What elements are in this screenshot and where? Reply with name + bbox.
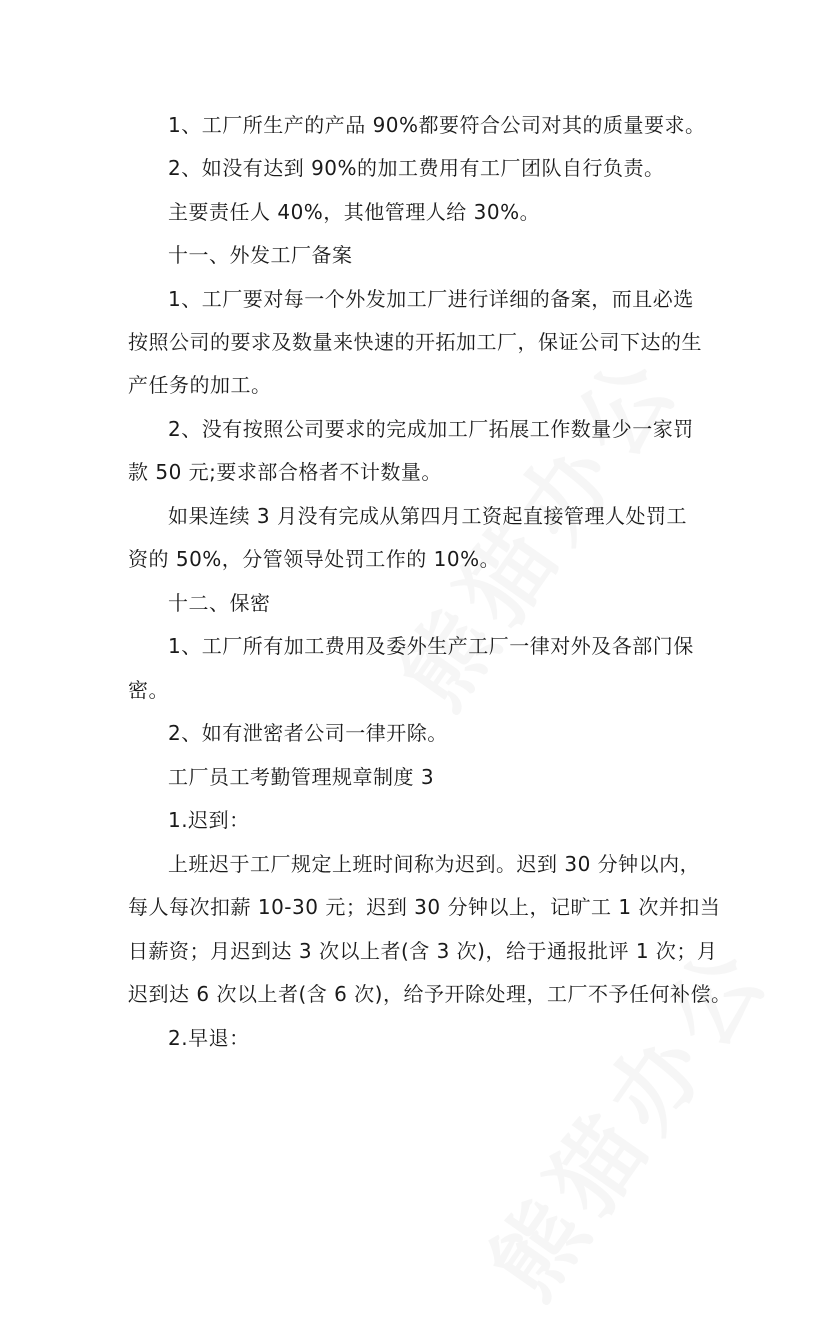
text-line: 如果连续 3 月没有完成从第四月工资起直接管理人处罚工 [168,504,687,528]
section-heading: 工厂员工考勤管理规章制度 3 [168,765,435,789]
text-line: 资的 50%，分管领导处罚工作的 10%。 [128,547,501,571]
section-heading: 十二、保密 [168,591,271,615]
text-line: 日薪资；月迟到达 3 次以上者(含 3 次)，给于通报批评 1 次；月 [128,939,718,963]
text-line: 主要责任人 40%，其他管理人给 30%。 [168,200,541,224]
text-line: 每人每次扣薪 10-30 元；迟到 30 分钟以上，记旷工 1 次并扣当 [128,895,721,919]
section-heading: 十一、外发工厂备案 [168,243,353,267]
text-line: 2、如有泄密者公司一律开除。 [168,721,448,745]
text-line: 迟到达 6 次以上者(含 6 次)，给予开除处理，工厂不予任何补偿。 [128,982,732,1006]
text-line: 1、工厂所生产的产品 90%都要符合公司对其的质量要求。 [168,113,706,137]
subsection-heading: 2.早退： [168,1026,250,1050]
text-line: 密。 [128,678,169,702]
subsection-heading: 1.迟到： [168,808,250,832]
text-line: 按照公司的要求及数量来快速的开拓加工厂，保证公司下达的生 [128,330,702,354]
text-line: 产任务的加工。 [128,373,272,397]
watermark [454,911,795,1319]
text-line: 上班迟于工厂规定上班时间称为迟到。迟到 30 分钟以内， [168,852,701,876]
text-line: 2、如没有达到 90%的加工费用有工厂团队自行负责。 [168,156,665,180]
text-line: 1、工厂所有加工费用及委外生产工厂一律对外及各部门保 [168,634,694,658]
text-line: 1、工厂要对每一个外发加工厂进行详细的备案，而且必选 [168,287,694,311]
text-line: 2、没有按照公司要求的完成加工厂拓展工作数量少一家罚 [168,417,694,441]
text-line: 款 50 元;要求部合格者不计数量。 [128,460,442,484]
